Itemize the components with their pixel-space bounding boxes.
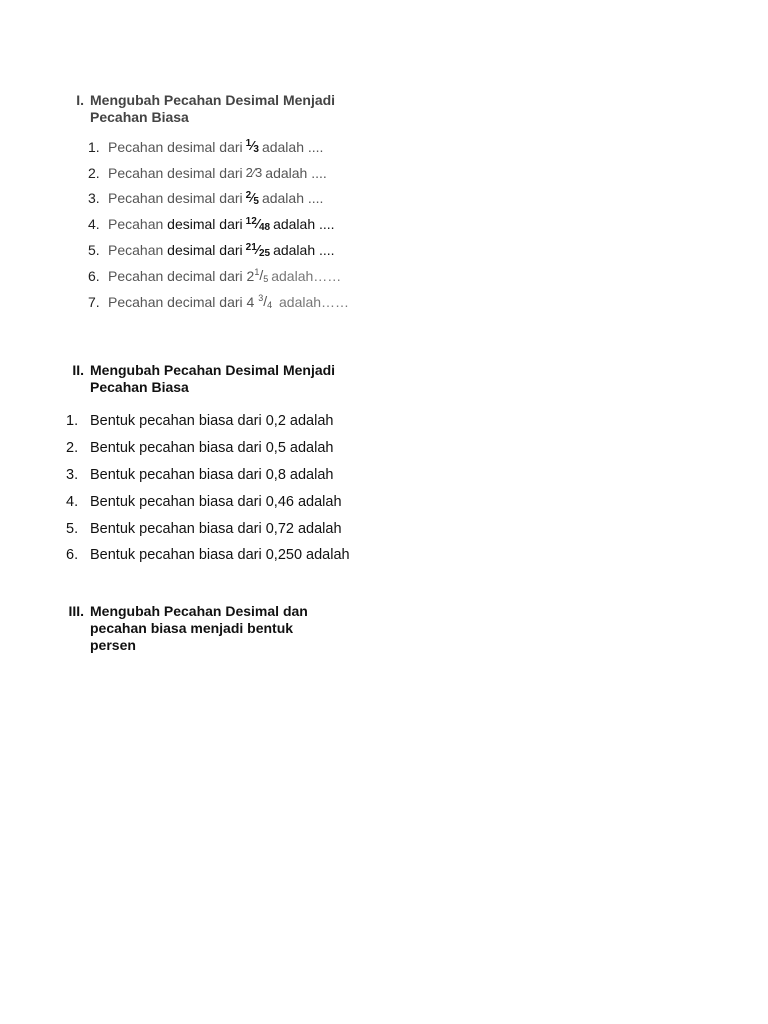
section-2-heading xyxy=(62,362,392,396)
fraction: $^3/_4$ xyxy=(258,293,273,311)
list-item: 1. Pecahan desimal dari $^1⁄_3$ adalah .... xyxy=(88,138,324,156)
section-1 xyxy=(62,92,392,311)
list-item: 7. Pecahan decimal dari 4 $^3/_4$ adalah…… xyxy=(88,293,350,311)
fraction: $^2⁄_5$ xyxy=(245,189,259,207)
section-3 xyxy=(62,603,392,654)
fraction: $^{21}⁄_{25}$ xyxy=(245,241,271,259)
section-1-title: Mengubah Pecahan Desimal Menjadi Pecahan Biasa xyxy=(90,92,336,125)
section-2-title: Mengubah Pecahan Desimal Menjadi Pecahan Biasa xyxy=(90,362,336,395)
list-item: 5. Pecahan desimal dari $^{21}⁄_{25}$ adalah .... xyxy=(88,241,335,259)
section-3-number: III. xyxy=(68,603,84,619)
section-1-list xyxy=(88,134,408,315)
list-item: 2. Bentuk pecahan biasa dari 0,5 adalah xyxy=(66,440,334,457)
list-item: 4. Pecahan desimal dari $^{12}⁄_{48}$ adalah .... xyxy=(88,215,335,233)
section-2-list xyxy=(62,408,392,569)
section-1-number: I. xyxy=(76,92,84,108)
list-item: 5. Bentuk pecahan biasa dari 0,72 adalah xyxy=(66,520,342,537)
section-3-title: Mengubah Pecahan Desimal dan pecahan biasa menjadi bentuk persen xyxy=(90,603,308,653)
list-item: 6. Pecahan decimal dari 2 $^1/_5$ adalah…… xyxy=(88,267,342,285)
section-2-number: II. xyxy=(72,362,84,378)
list-item: 3. Pecahan desimal dari $^2⁄_5$ adalah .... xyxy=(88,189,324,207)
fraction: 2⁄3 xyxy=(245,165,263,181)
list-item: 3. Bentuk pecahan biasa dari 0,8 adalah xyxy=(66,466,334,483)
fraction: $^{12}⁄_{48}$ xyxy=(245,215,271,233)
fraction: $^1⁄_3$ xyxy=(245,138,259,156)
list-item: 6. Bentuk pecahan biasa dari 0,250 adalah xyxy=(66,547,350,564)
list-item: 4. Bentuk pecahan biasa dari 0,46 adalah xyxy=(66,493,342,510)
fraction: $^1/_5$ xyxy=(254,267,269,285)
list-item: 1. Bentuk pecahan biasa dari 0,2 adalah xyxy=(66,413,334,430)
section-3-heading xyxy=(62,603,392,654)
list-item: 2. Pecahan desimal dari 2⁄3 adalah .... xyxy=(88,164,327,181)
section-2 xyxy=(62,362,392,564)
section-1-heading xyxy=(62,92,392,126)
